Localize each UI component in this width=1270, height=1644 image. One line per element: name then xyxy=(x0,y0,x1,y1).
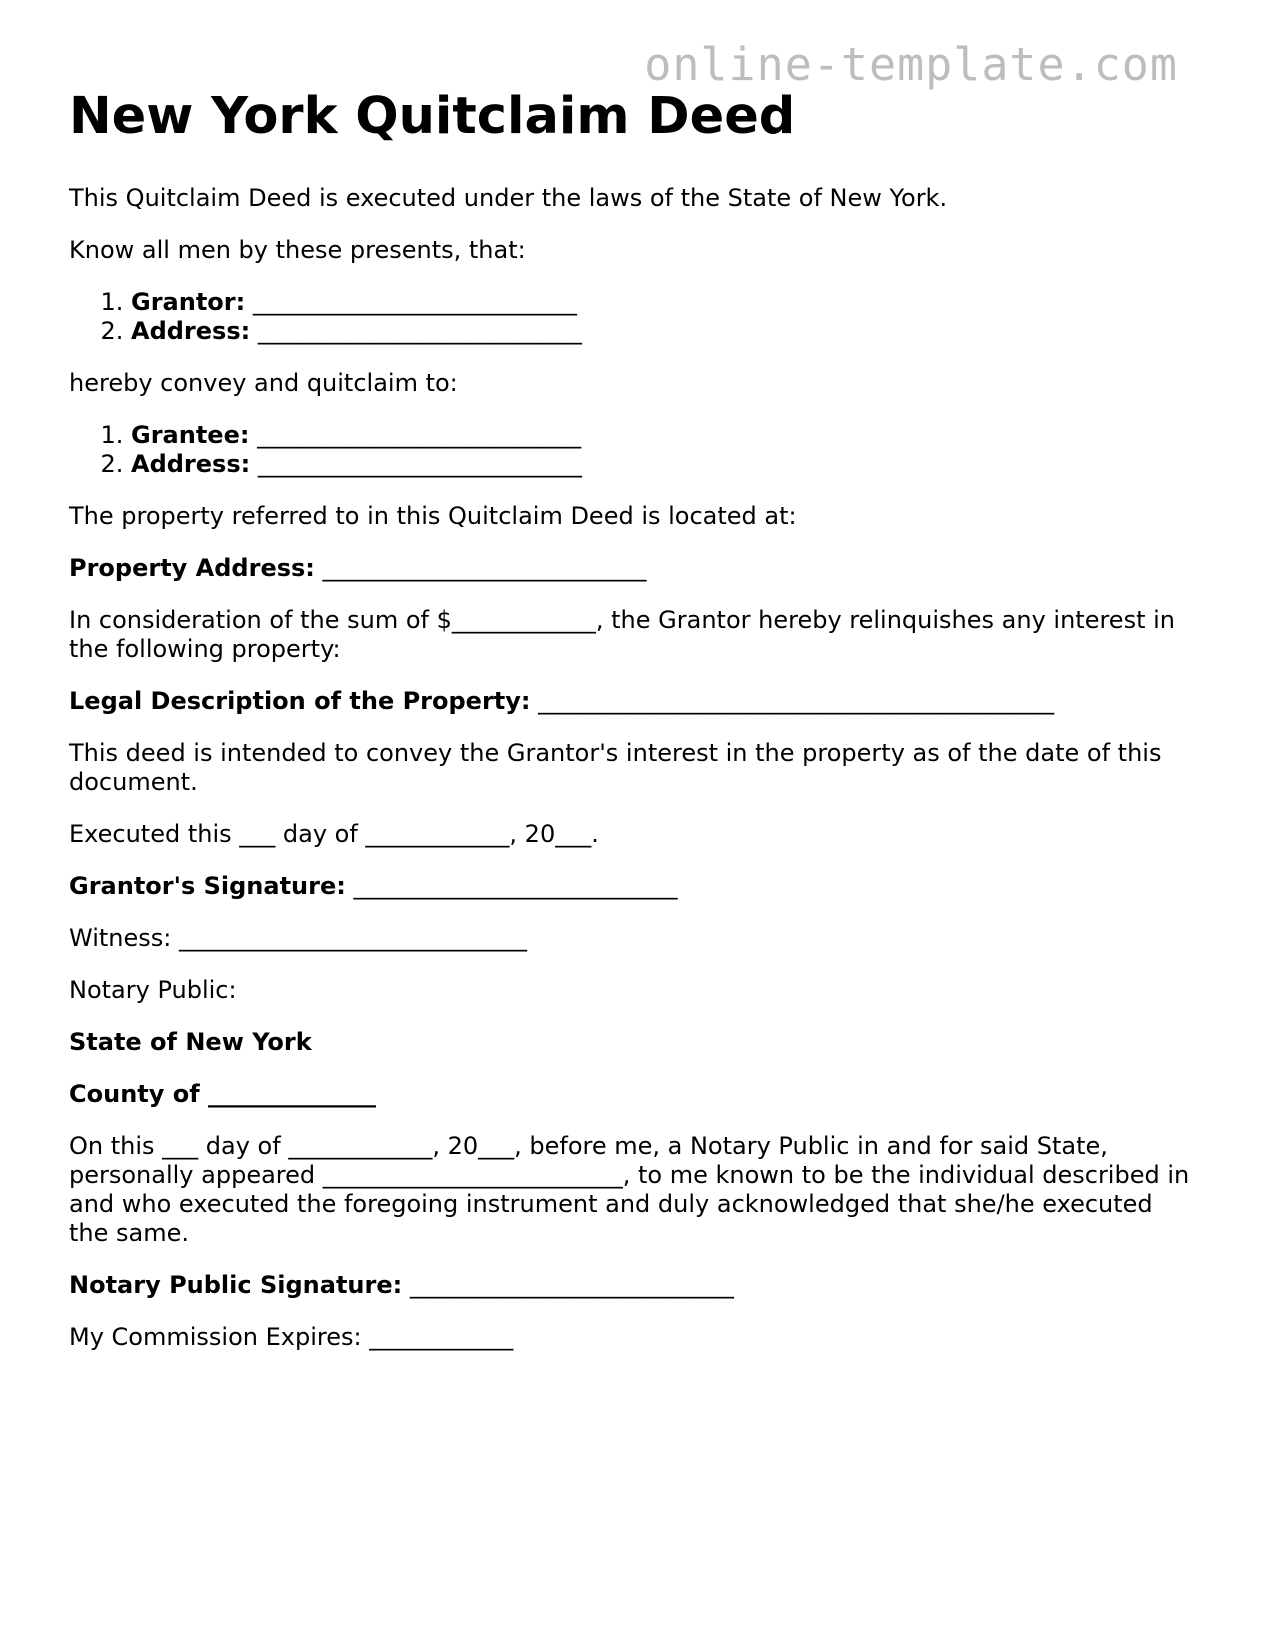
commission-line: My Commission Expires: ____________ xyxy=(69,1323,514,1351)
watermark: online-template.com xyxy=(644,38,1178,91)
grantor-list xyxy=(69,288,1199,346)
convey-text: hereby convey and quitclaim to: xyxy=(69,369,458,397)
acknowledgment-text: On this ___ day of ____________, 20___, before me, a Notary Public in and for said State, personally appeared _________________________, to me known to be the individual described in and who executed the foregoing instrument and duly acknowledged that she/he executed the same. xyxy=(69,1132,1190,1247)
grantee-list xyxy=(69,421,1199,479)
grantor-address-label: Address: xyxy=(131,317,251,345)
notary-public-heading: Notary Public: xyxy=(69,976,237,1004)
legal-description-blank[interactable]: ___________________________________________ xyxy=(538,687,1055,715)
executed-text: Executed this ___ day of ____________, 20___. xyxy=(69,820,599,848)
grantee-blank[interactable]: ___________________________ xyxy=(257,421,582,449)
state-label: State of New York xyxy=(69,1028,312,1056)
grantee-label: Grantee: xyxy=(131,421,250,449)
state-line xyxy=(69,1028,1199,1057)
list-item-grantee xyxy=(131,421,1199,450)
know-all-text: Know all men by these presents, that: xyxy=(69,236,526,264)
document-title: New York Quitclaim Deed xyxy=(69,87,796,146)
grantor-blank[interactable]: ___________________________ xyxy=(252,288,577,316)
grantee-address-blank[interactable]: ___________________________ xyxy=(257,450,582,478)
grantor-signature-blank[interactable]: ___________________________ xyxy=(353,872,678,900)
legal-description-line xyxy=(69,687,1199,716)
document-page xyxy=(69,82,1199,1375)
notary-signature-line xyxy=(69,1271,1199,1300)
list-item-grantee-address xyxy=(131,450,1199,479)
witness-line: Witness: _____________________________ xyxy=(69,924,527,952)
consideration-text: In consideration of the sum of $____________, the Grantor hereby relinquishes any interest in the following property: xyxy=(69,606,1175,663)
property-address-label: Property Address: xyxy=(69,554,315,582)
notary-signature-label: Notary Public Signature: xyxy=(69,1271,403,1299)
county-line xyxy=(69,1080,1199,1109)
grantor-address-blank[interactable]: ___________________________ xyxy=(257,317,582,345)
property-located-text: The property referred to in this Quitclaim Deed is located at: xyxy=(69,502,797,530)
notary-signature-blank[interactable]: ___________________________ xyxy=(409,1271,734,1299)
grantor-signature-line xyxy=(69,872,1199,901)
grantor-signature-label: Grantor's Signature: xyxy=(69,872,346,900)
list-item-grantor xyxy=(131,288,1199,317)
county-label: County of ______________ xyxy=(69,1080,377,1108)
property-address-line xyxy=(69,554,1199,583)
list-item-grantor-address xyxy=(131,317,1199,346)
legal-description-label: Legal Description of the Property: xyxy=(69,687,531,715)
intro-text: This Quitclaim Deed is executed under the laws of the State of New York. xyxy=(69,184,948,212)
intent-text: This deed is intended to convey the Grantor's interest in the property as of the date of this document. xyxy=(69,739,1162,796)
grantee-address-label: Address: xyxy=(131,450,251,478)
property-address-blank[interactable]: ___________________________ xyxy=(322,554,647,582)
grantor-label: Grantor: xyxy=(131,288,246,316)
